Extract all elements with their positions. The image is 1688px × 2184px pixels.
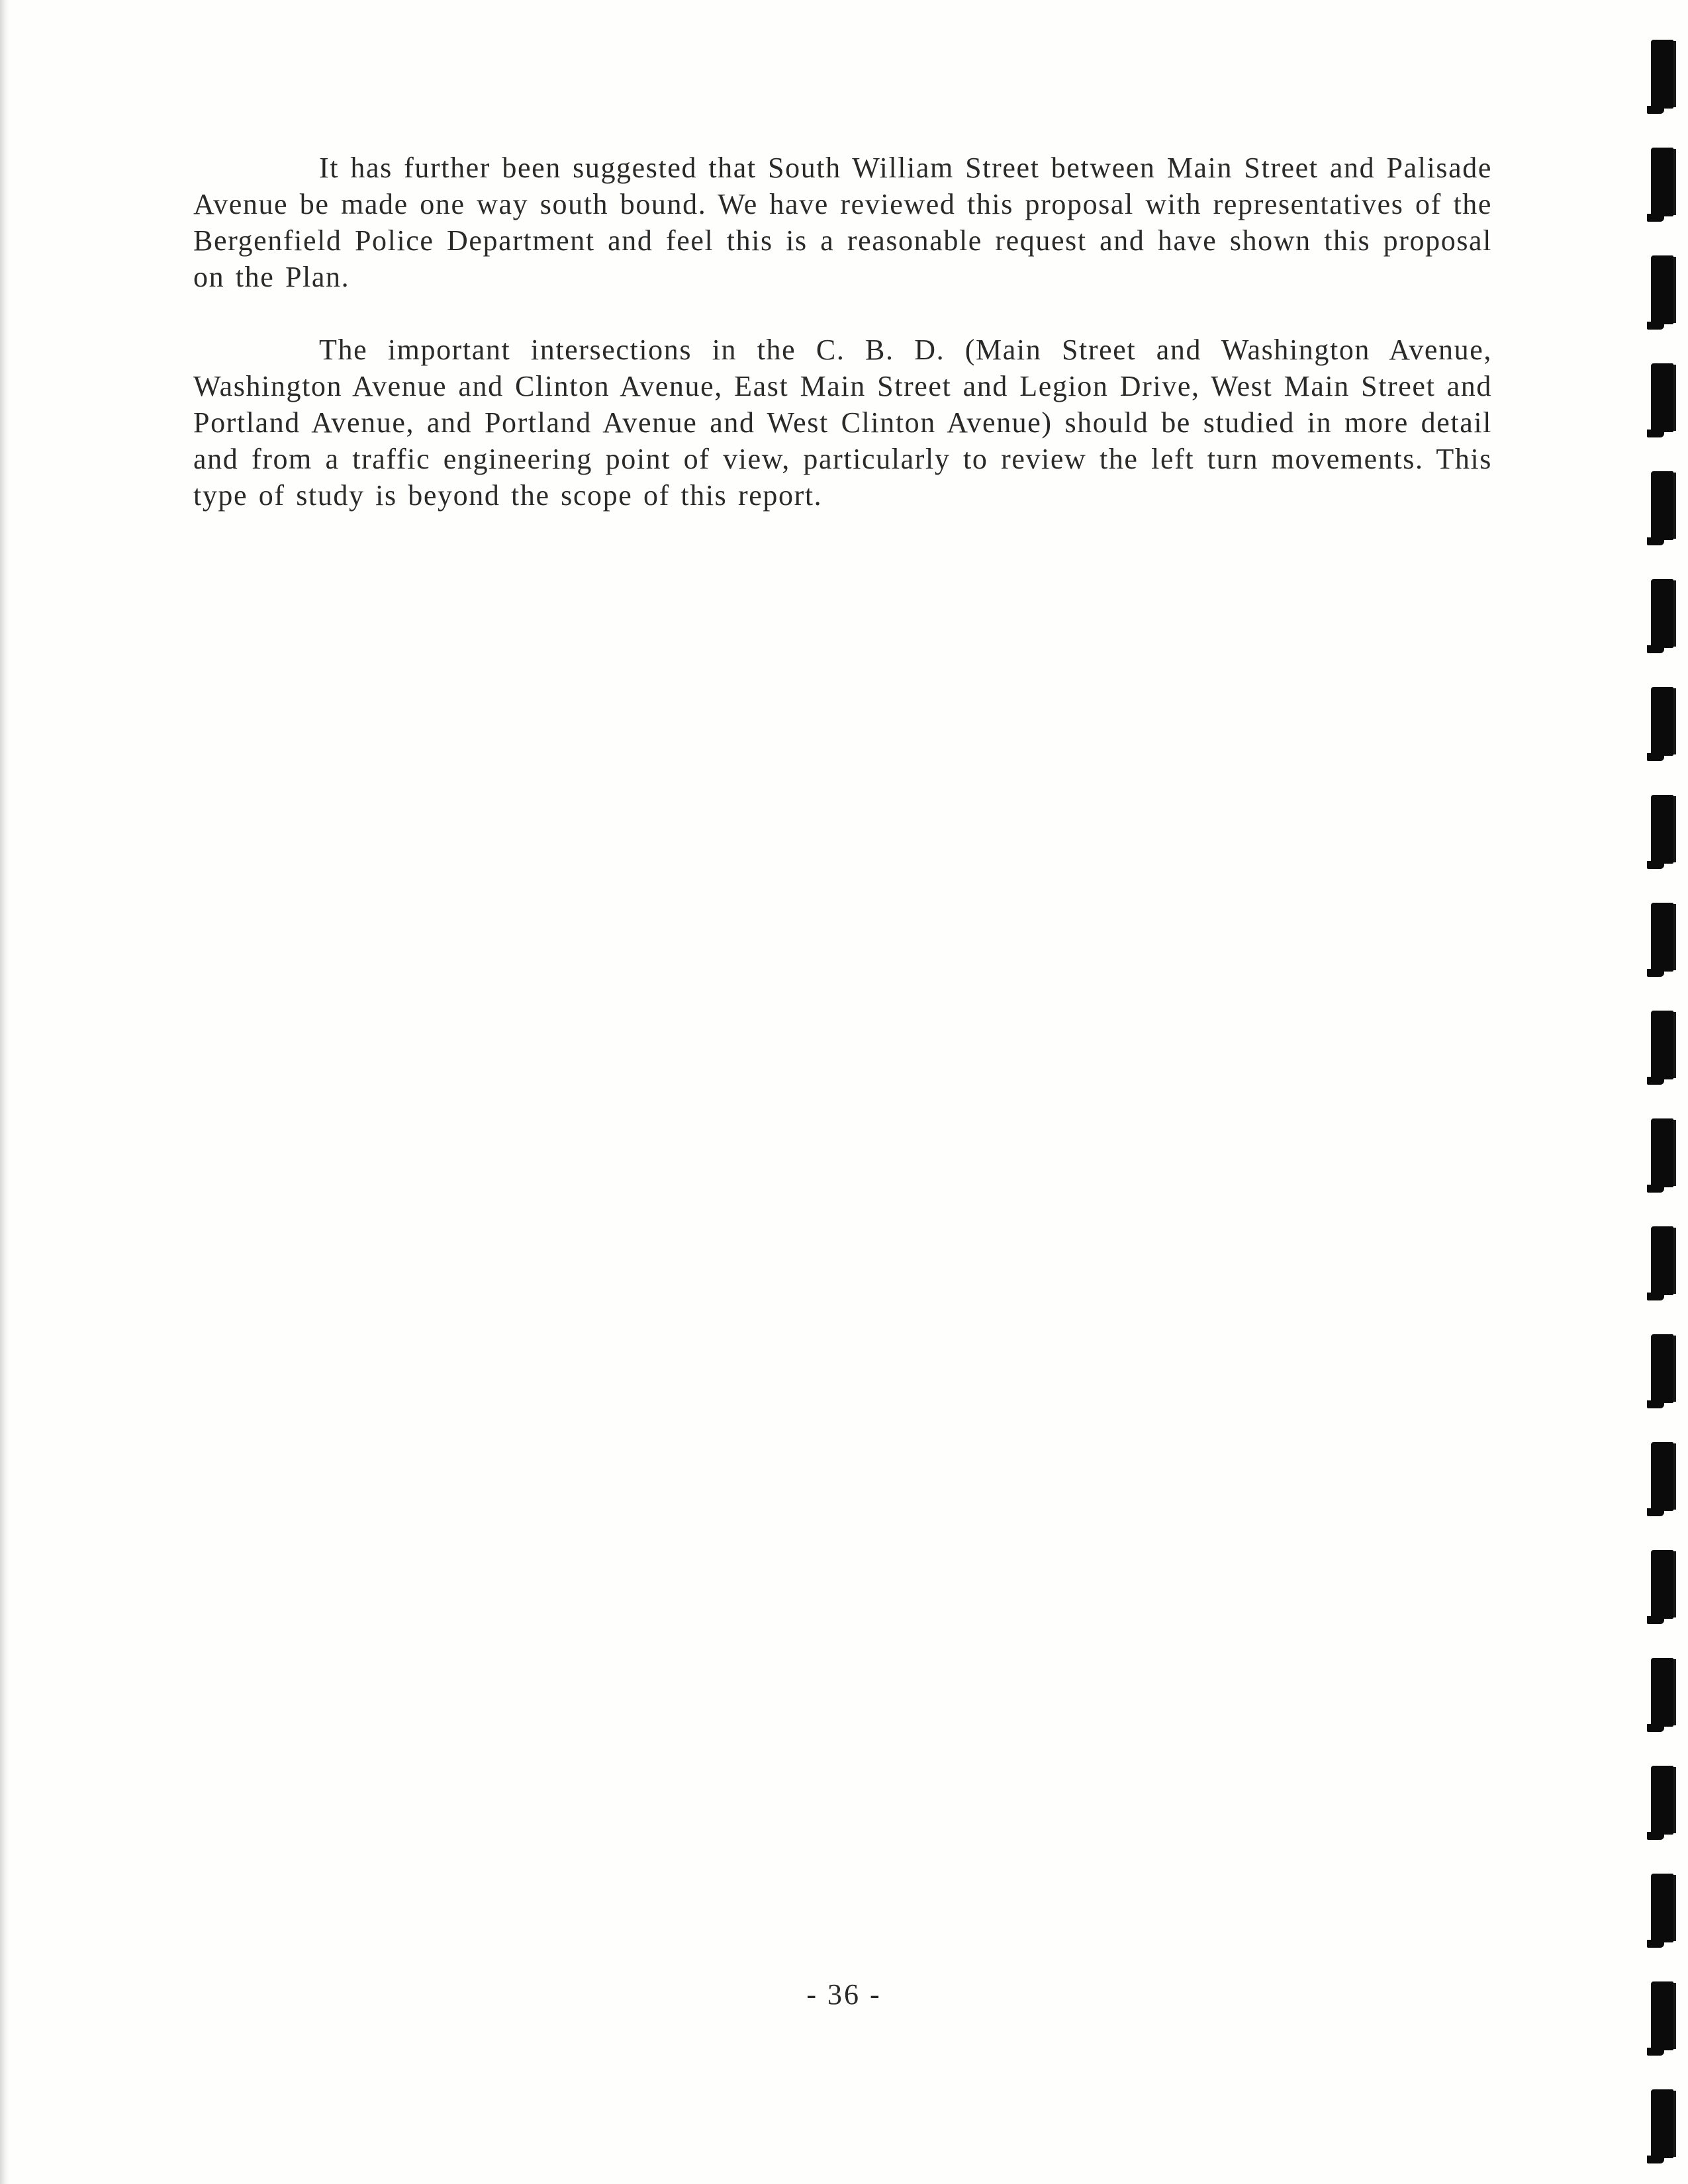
- binding-hole: [1651, 579, 1673, 648]
- binding-hole: [1651, 1334, 1673, 1403]
- binding-hole: [1651, 1226, 1673, 1295]
- binding-hole: [1651, 903, 1673, 972]
- spiral-binding: [1643, 0, 1688, 2184]
- binding-hole: [1651, 1442, 1673, 1511]
- binding-hole: [1651, 1658, 1673, 1727]
- page-left-edge-shadow: [0, 0, 9, 2184]
- binding-hole: [1651, 1766, 1673, 1835]
- binding-hole: [1651, 255, 1673, 324]
- paragraph-intersections: The important intersections in the C. B. D. (Main Street and Washington Avenue, Washington Avenue and Clinton Avenue, East Main Street and Legion Drive, West Main Street and Portland Avenue, and Portland Avenue and West Clinton Avenue) should be studied in more detail and from a traffic engineering point of view, particularly to review the left turn movements. This type of study is beyond the scope of this report.: [193, 334, 1492, 512]
- binding-hole: [1651, 1011, 1673, 1079]
- binding-hole: [1651, 40, 1673, 109]
- binding-hole: [1651, 1118, 1673, 1187]
- page-number: - 36 -: [806, 1978, 882, 2011]
- binding-hole: [1651, 795, 1673, 864]
- binding-hole: [1651, 363, 1673, 432]
- body-text: [193, 150, 1492, 550]
- binding-hole: [1651, 2089, 1673, 2158]
- binding-hole: [1651, 687, 1673, 756]
- binding-hole: [1651, 1981, 1673, 2050]
- binding-hole: [1651, 471, 1673, 540]
- paragraph-one-way-proposal: It has further been suggested that South William Street between Main Street and Palisade Avenue be made one way south bound. We have reviewed this proposal with representatives of the Bergenfield Police Department and feel this is a reasonable request and have shown this proposal on the Plan.: [193, 152, 1492, 293]
- binding-hole: [1651, 148, 1673, 216]
- binding-hole: [1651, 1550, 1673, 1619]
- binding-hole: [1651, 1874, 1673, 1942]
